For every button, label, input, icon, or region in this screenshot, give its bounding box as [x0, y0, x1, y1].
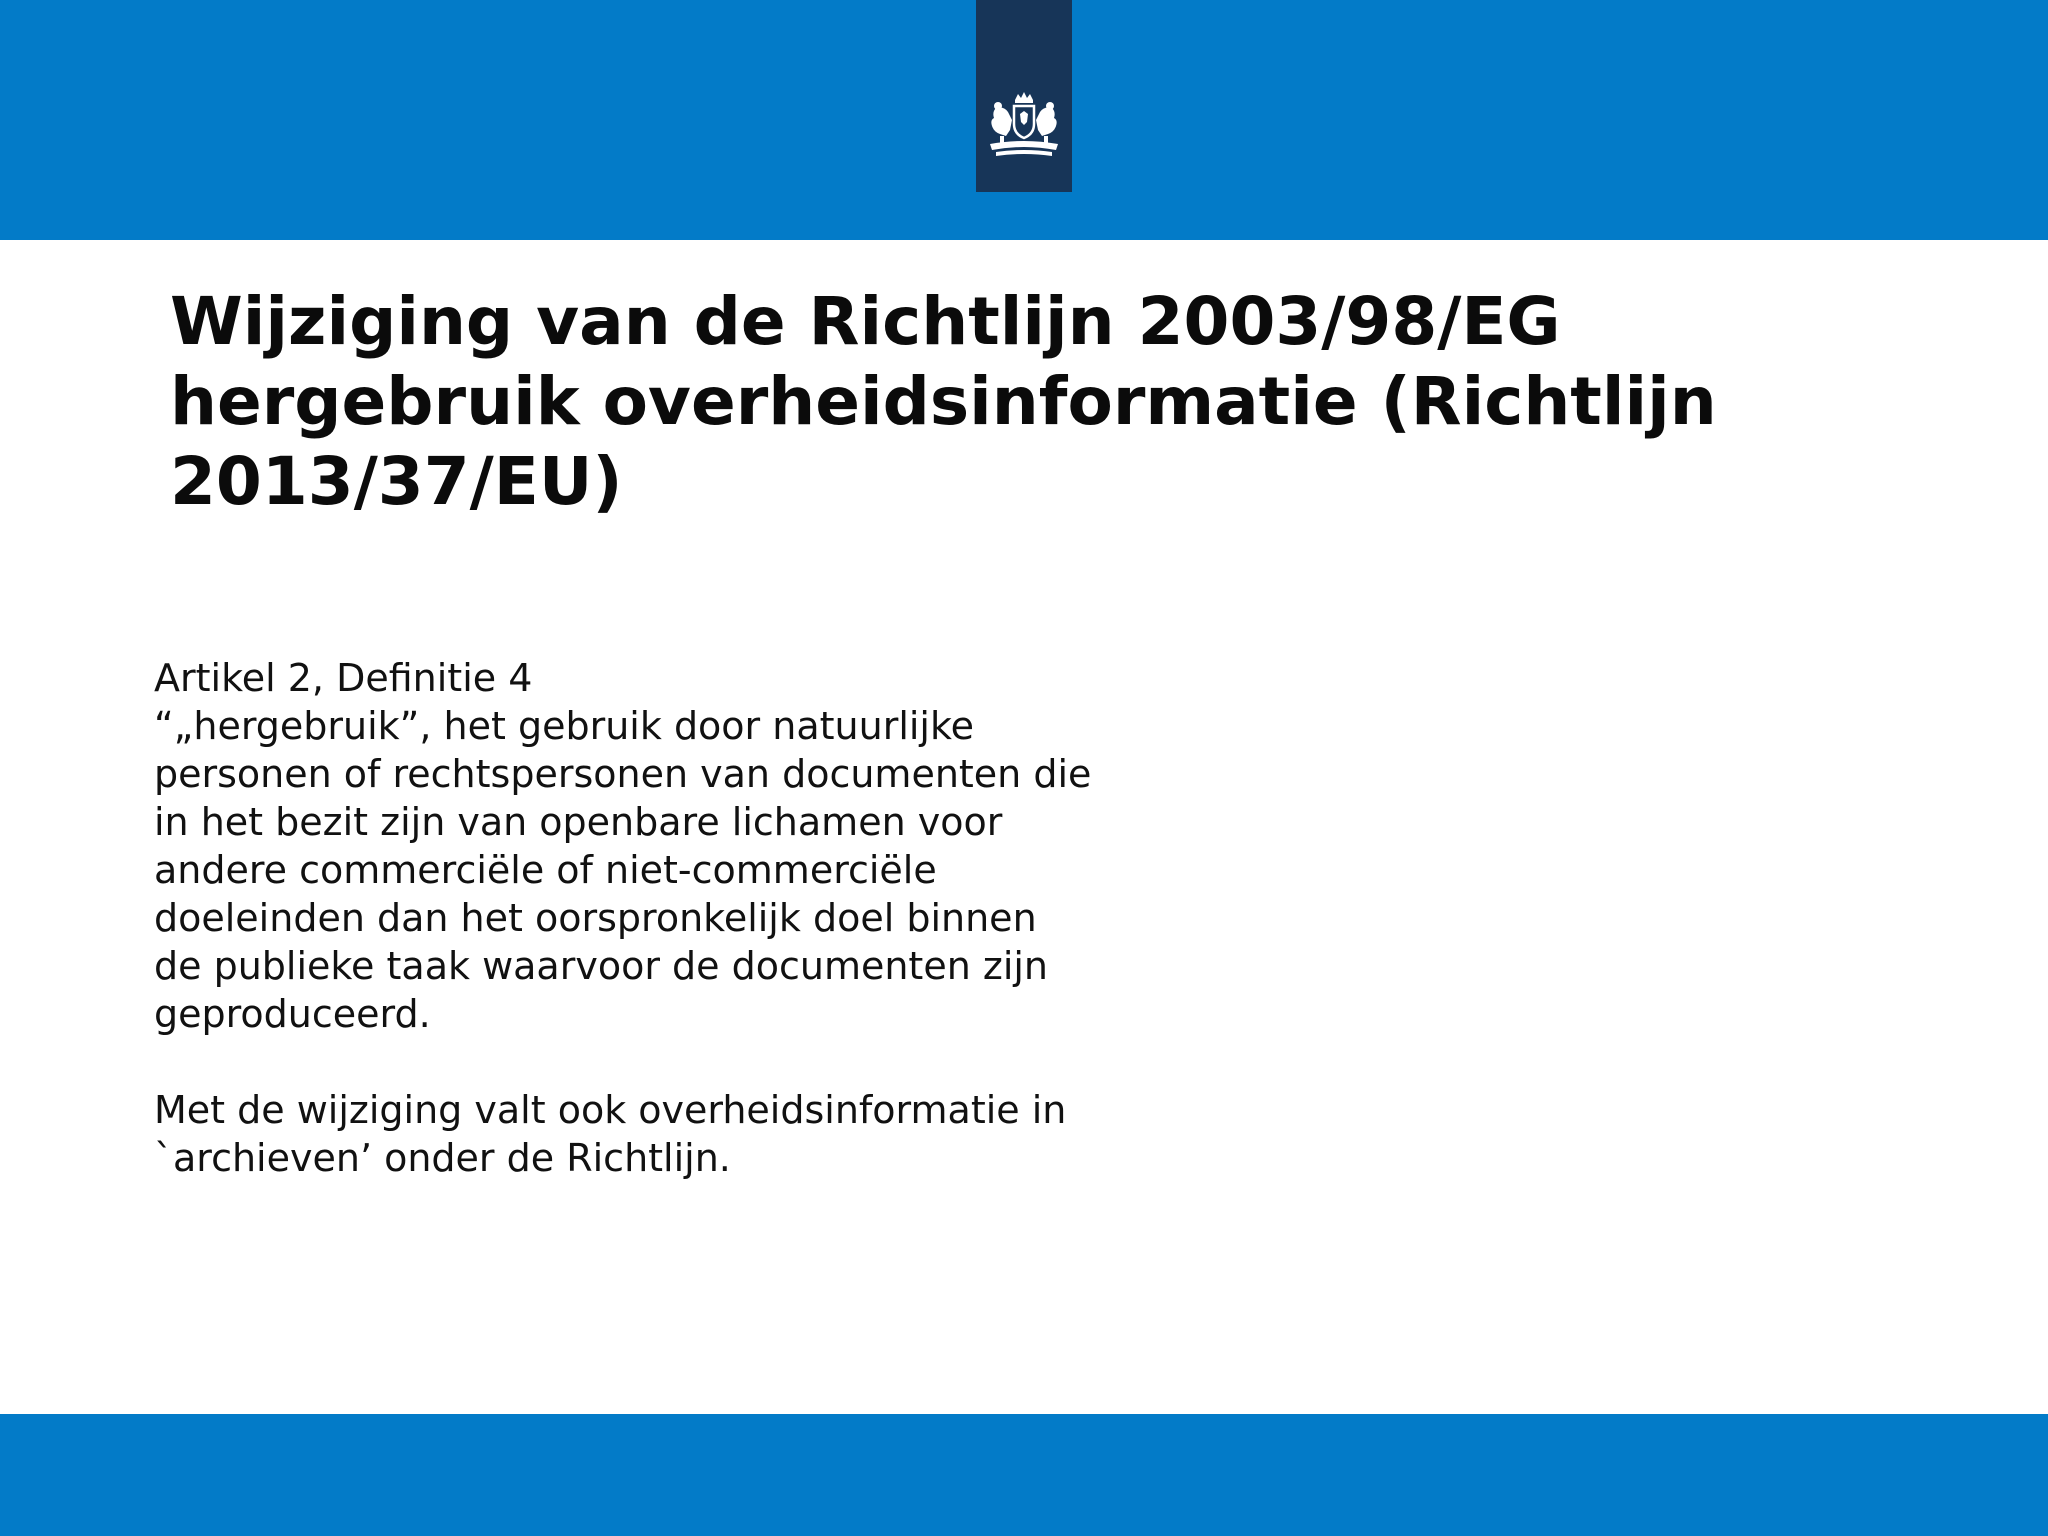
definition-text: “„hergebruik”, het gebruik door natuurlijke personen of rechtspersonen van documenten die in het bezit zijn van openbare lichamen voor andere commerciële of niet-commerciële doeleinden dan het oorspronkelijk doel binnen de publieke taak waarvoor de documenten zijn geproduceerd.	[154, 704, 1092, 1036]
rijksoverheid-coat-of-arms-icon	[982, 90, 1066, 166]
header-band	[0, 0, 2048, 240]
article-heading: Artikel 2, Definitie 4	[154, 656, 533, 700]
paragraph-spacer	[154, 1038, 1254, 1086]
note-text: Met de wijziging valt ook overheidsinformatie in `archieven’ onder de Richtlijn.	[154, 1088, 1067, 1180]
slide-body	[154, 654, 1254, 1182]
slide-title: Wijziging van de Richtlijn 2003/98/EG hergebruik overheidsinformatie (Richtlijn 2013/37/EU)	[170, 283, 1717, 520]
footer-band	[0, 1414, 2048, 1536]
logo-block	[976, 0, 1072, 192]
